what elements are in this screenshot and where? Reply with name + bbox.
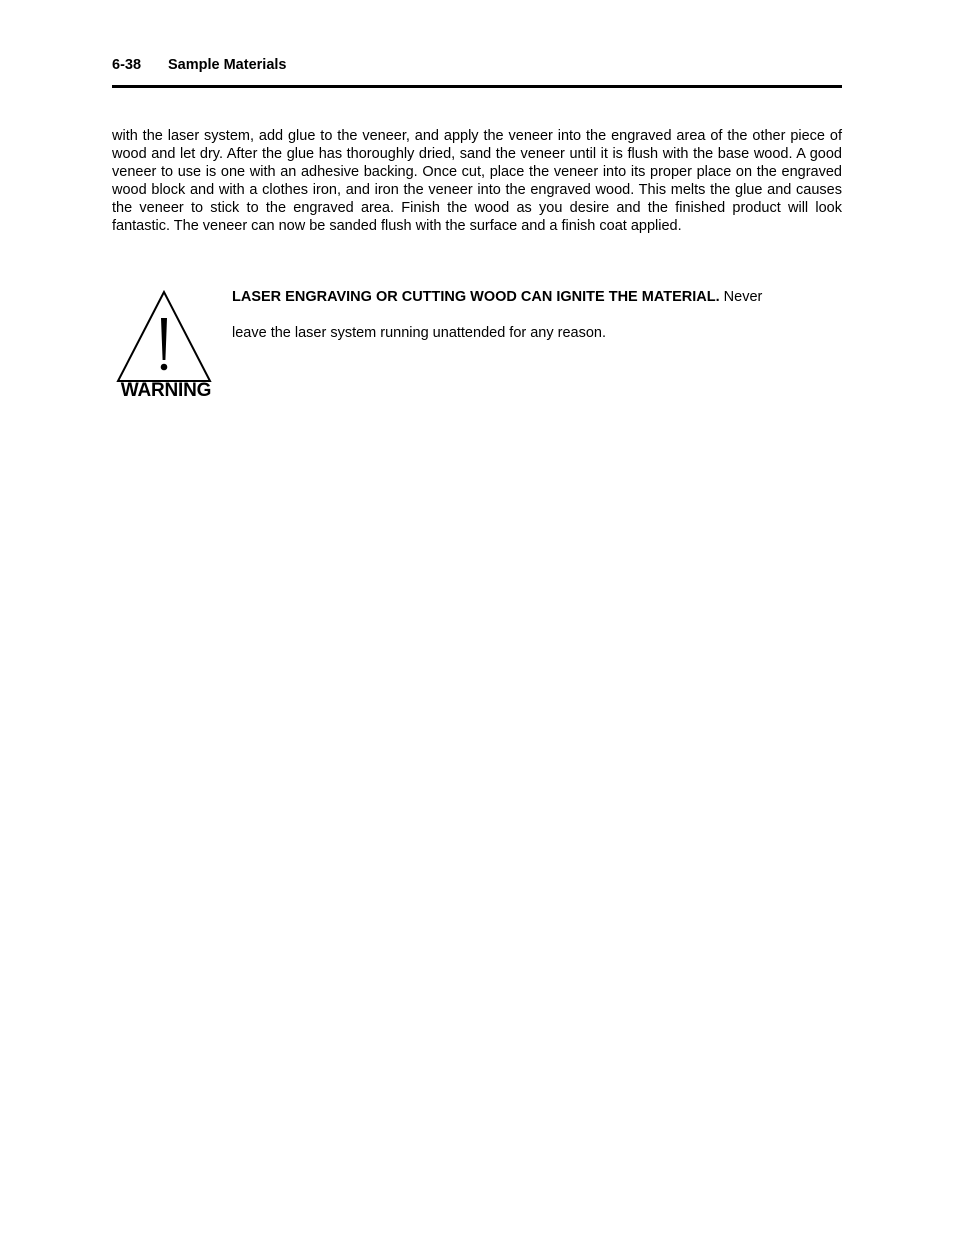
warning-symbol: [112, 288, 220, 404]
section-title: Sample Materials: [168, 57, 287, 73]
warning-notice: [112, 288, 842, 408]
header-divider: [112, 85, 842, 88]
warning-line-2: leave the laser system running unattended for any reason.: [232, 325, 607, 341]
page-number: 6-38: [112, 57, 142, 73]
warning-line-1: [232, 288, 762, 306]
warning-bold-text: LASER ENGRAVING OR CUTTING WOOD CAN IGNITE THE MATERIAL.: [232, 289, 720, 305]
warning-triangle-icon: [112, 288, 220, 388]
page-header: [112, 56, 842, 74]
warning-label: WARNING: [120, 380, 212, 401]
warning-line-1-rest: Never: [719, 289, 763, 305]
body-paragraph: with the laser system, add glue to the veneer, and apply the veneer into the engraved area of the other piece of wood and let dry. After the glue has thoroughly dried, sand the veneer until it is flush with the base wood. A good veneer to use is one with an adhesive backing. Once cut, place the veneer into its proper place on the engraved wood block and with a clothes iron, and iron the veneer into the engraved wood. This melts the glue and causes the veneer to stick to the engraved area. Finish the wood as you desire and the finished product will look fantastic. The veneer can now be sanded flush with the surface and a finish coat applied.: [112, 128, 842, 234]
